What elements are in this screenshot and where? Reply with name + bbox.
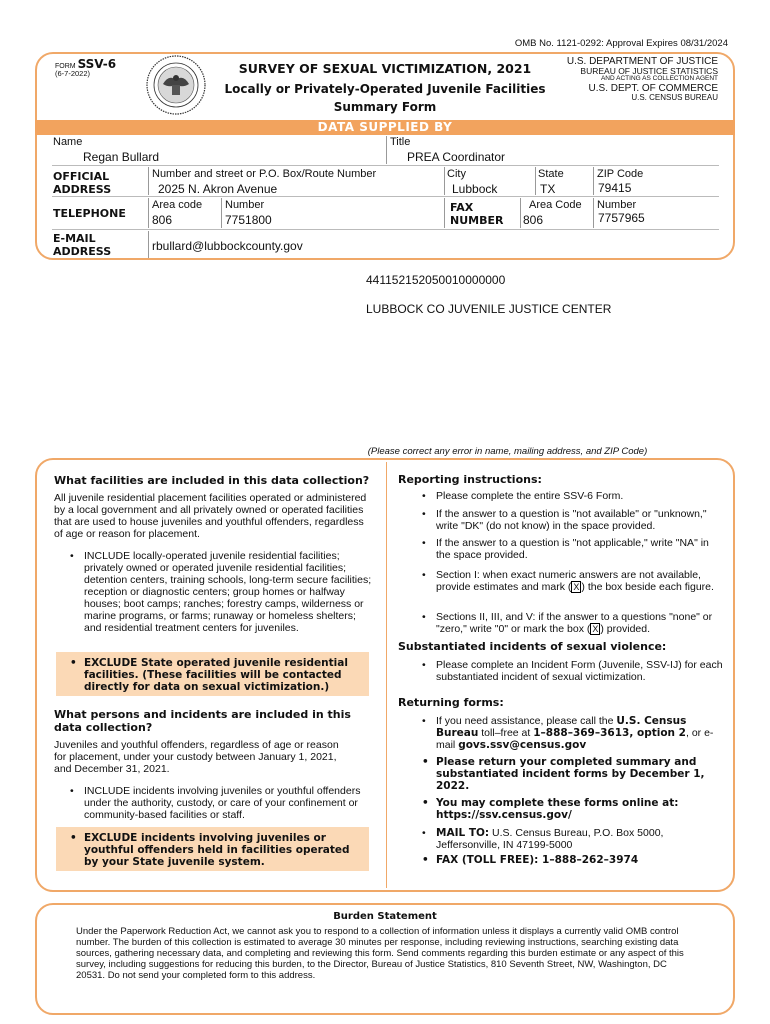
name-label: Name xyxy=(53,136,83,148)
street-label: Number and street or P.O. Box/Route Number xyxy=(152,168,377,180)
zip-field[interactable]: 79415 xyxy=(598,181,632,195)
online-item: • You may complete these forms online at: https://ssv.census.gov/ xyxy=(422,797,712,821)
phone-number-field[interactable]: 7751800 xyxy=(225,213,272,227)
survey-subtitle: Locally or Privately-Operated Juvenile Facilities xyxy=(224,82,546,96)
divider xyxy=(520,198,521,228)
official-address-label: OFFICIAL ADDRESS xyxy=(53,170,112,196)
reporting-item-1: • Please complete the entire SSV-6 Form. xyxy=(422,490,727,502)
city-label: City xyxy=(447,168,466,180)
doj-seal-icon xyxy=(145,54,207,116)
persons-heading: What persons and incidents are included in this data collection? xyxy=(54,708,351,734)
checkbox-x-icon: X xyxy=(592,624,599,634)
divider xyxy=(444,167,445,195)
agency-collection-agent: AND ACTING AS COLLECTION AGENT xyxy=(600,75,718,82)
street-field[interactable]: 2025 N. Akron Avenue xyxy=(158,182,278,196)
divider xyxy=(444,198,445,228)
include-facilities-bullet: • INCLUDE locally-operated juvenile residential facilities; privately owned or operated juvenile residential facilities; detention centers, training schools, long-term secure facilities; reception or diagnostic centers; group homes or halfway houses; boot camps; ranches; forestry camps, wilderness or marine programs, or farms; runaway or homeless shelters; and residential treatment centers for juveniles. xyxy=(70,550,375,634)
divider xyxy=(148,198,149,228)
form-code: SSV-6 xyxy=(77,57,117,71)
reporting-heading: Reporting instructions: xyxy=(398,473,542,486)
area-code-field[interactable]: 806 xyxy=(152,213,173,227)
form-date: (6-7-2022) xyxy=(55,69,91,78)
exclude-facilities-bullet: • EXCLUDE State operated juvenile residential facilities. (These facilities will be contacted directly for data on sexual victimization.) xyxy=(70,657,365,693)
facility-name: LUBBOCK CO JUVENILE JUSTICE CENTER xyxy=(366,302,612,316)
email-label: E-MAIL ADDRESS xyxy=(53,232,112,258)
fax-number-field[interactable]: 7757965 xyxy=(598,211,645,225)
divider xyxy=(593,167,594,195)
email-field[interactable]: rbullard@lubbockcounty.gov xyxy=(152,239,303,253)
fax-number-label: Number xyxy=(597,199,637,211)
survey-form-type: Summary Form xyxy=(333,100,437,114)
divider xyxy=(148,231,149,258)
name-field[interactable]: Regan Bullard xyxy=(83,150,160,164)
agency-census: U.S. CENSUS BUREAU xyxy=(631,93,718,102)
fax-toll-free-item: • FAX (TOLL FREE): 1–888–262–3974 xyxy=(422,854,722,866)
facilities-paragraph: All juvenile residential placement facilities operated or administered by a local government and all privately owned or operated facilities that are used to house juveniles and youthful offenders, regardless of age or reason for placement. xyxy=(54,492,367,540)
phone-number-label: Number xyxy=(225,199,265,211)
form-prefix: FORM xyxy=(55,63,76,70)
agency-doj: U.S. DEPARTMENT OF JUSTICE xyxy=(566,56,718,67)
fax-area-code-field[interactable]: 806 xyxy=(523,213,544,227)
assistance-item: • If you need assistance, please call the U.S. Census Bureau toll–free at 1–888–369–3613, option 2, or e-mail govs.ssv@census.gov xyxy=(422,715,727,751)
divider xyxy=(593,198,594,228)
include-incidents-bullet: • INCLUDE incidents involving juveniles or youthful offenders under the authority, custody, or care of your confinement or community-based facilities or staff. xyxy=(70,785,370,821)
mail-to-item: • MAIL TO: U.S. Census Bureau, P.O. Box 5000, Jeffersonville, IN 47199-5000 xyxy=(422,827,722,851)
city-field[interactable]: Lubbock xyxy=(452,182,498,196)
divider xyxy=(386,136,387,164)
area-code-label: Area code xyxy=(152,199,203,211)
correction-note: (Please correct any error in name, mailing address, and ZIP Code) xyxy=(367,446,648,457)
facilities-heading: What facilities are included in this data collection? xyxy=(54,474,370,487)
column-divider xyxy=(386,462,387,888)
checkbox-x-icon: X xyxy=(573,582,580,592)
divider xyxy=(148,167,149,195)
agency-commerce: U.S. DEPT. OF COMMERCE xyxy=(588,83,718,94)
telephone-label: TELEPHONE xyxy=(53,207,126,220)
omb-number: OMB No. 1121-0292: Approval Expires 08/31/2024 xyxy=(514,38,728,49)
burden-text: Under the Paperwork Reduction Act, we cannot ask you to respond to a collection of information unless it displays a currently valid OMB control number. The burden of this collection is estimated to average 30 minutes per response, including reviewing instructions, searching existing data sources, gathering necessary data, and completing and reviewing this form. Send comments regarding this burden estimate or any aspect of this survey, including suggestions for reducing this burden, to the Director, Bureau of Justice Statistics, 810 Seventh Street, NW, Washington, DC 20531. Do not send your completed form to this address. xyxy=(76,926,684,981)
state-label: State xyxy=(538,168,564,180)
title-field[interactable]: PREA Coordinator xyxy=(407,150,506,164)
fax-label: FAX NUMBER xyxy=(450,201,504,227)
reporting-item-3: • If the answer to a question is "not applicable," write "NA" in the space provided. xyxy=(422,537,722,561)
divider xyxy=(52,229,719,230)
divider xyxy=(221,198,222,228)
survey-title: SURVEY OF SEXUAL VICTIMIZATION, 2021 xyxy=(238,61,532,76)
fax-area-code-label: Area Code xyxy=(529,199,582,211)
substantiated-heading: Substantiated incidents of sexual violence: xyxy=(398,640,667,653)
returning-heading: Returning forms: xyxy=(398,696,504,709)
reporting-item-4: • Section I: when exact numeric answers are not available, provide estimates and mark ( X ) the box beside each figure. xyxy=(422,569,727,593)
divider xyxy=(535,167,536,195)
data-supplied-band: DATA SUPPLIED BY xyxy=(35,120,735,135)
incident-form-item: • Please complete an Incident Form (Juvenile, SSV-IJ) for each substantiated incident of sexual victimization. xyxy=(422,659,727,683)
title-label: Title xyxy=(390,136,411,148)
burden-title: Burden Statement xyxy=(333,911,437,922)
divider xyxy=(52,196,719,197)
return-deadline-item: • Please return your completed summary and substantiated incident forms by December 1, 2022. xyxy=(422,756,722,792)
divider xyxy=(52,165,719,166)
agency-bjs: BUREAU OF JUSTICE STATISTICS xyxy=(580,66,718,76)
reporting-item-5: • Sections II, III, and V: if the answer to a questions "none" or "zero," write "0" or mark the box ( X ) provided. xyxy=(422,611,727,635)
exclude-incidents-bullet: • EXCLUDE incidents involving juveniles or youthful offenders held in facilities operated by your State juvenile system. xyxy=(70,832,365,868)
state-field[interactable]: TX xyxy=(540,182,556,196)
reporting-item-2: • If the answer to a question is "not available" or "unknown," write "DK" (do not know) in the space provided. xyxy=(422,508,727,532)
facility-id: 441152152050010000000 xyxy=(366,273,506,287)
persons-paragraph: Juveniles and youthful offenders, regardless of age or reason for placement, under your custody between January 1, 2021, and December 31, 2021. xyxy=(54,739,339,775)
zip-label: ZIP Code xyxy=(597,168,644,180)
